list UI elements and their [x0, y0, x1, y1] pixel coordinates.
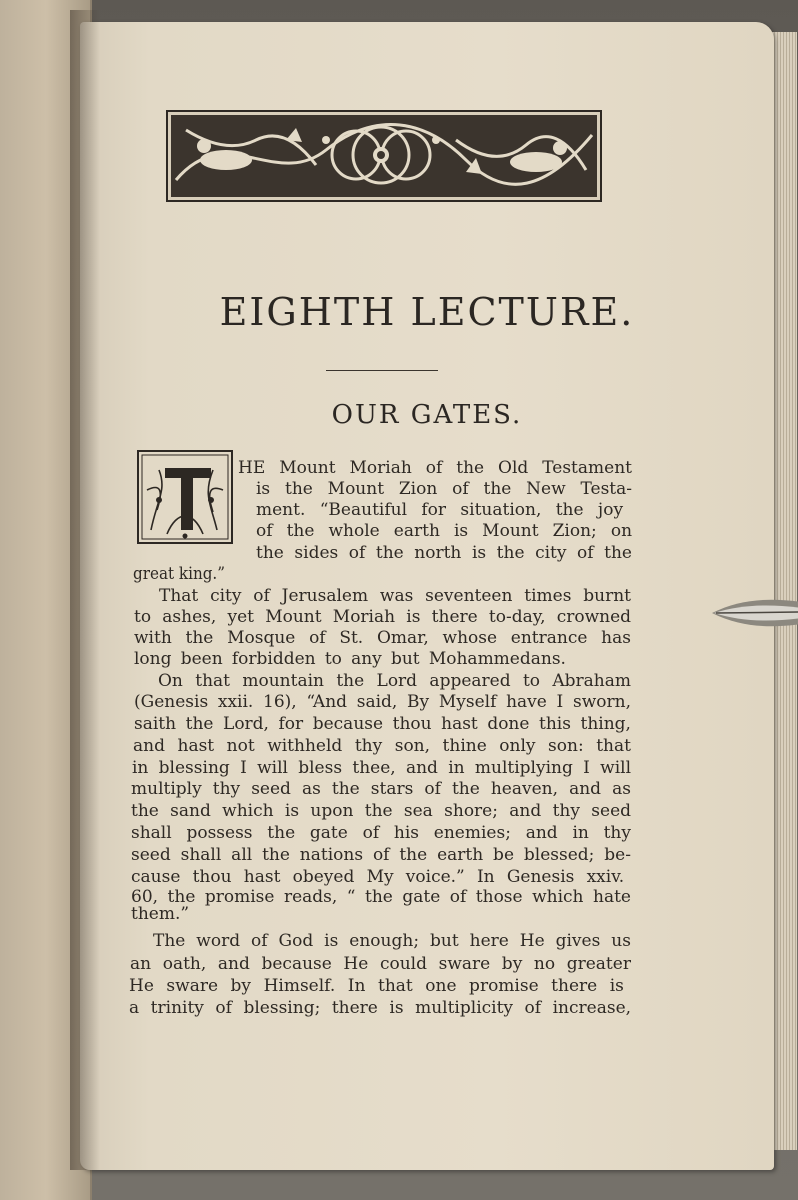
text-line: to ashes, yet Mount Moriah is there to-day, crowned [134, 607, 632, 627]
text-line: the sand which is upon the sea shore; and thy seed [131, 801, 632, 821]
text-line: ment. “Beautiful for situation, the joy [256, 500, 624, 520]
text-line: saith the Lord, for because thou hast done this thing, [134, 714, 631, 734]
text-line: and hast not withheld thy son, thine only son: that [133, 736, 631, 756]
decorative-headpiece [166, 110, 602, 202]
text-line: (Genesis xxii. 16), “And said, By Myself have I sworn, [134, 692, 631, 712]
text-line: On that mountain the Lord appeared to Abraham [158, 671, 632, 691]
text-line: in blessing I will bless thee, and in multiplying I will [132, 758, 632, 778]
title-rule [326, 370, 438, 371]
text-line: That city of Jerusalem was seventeen times burnt [159, 586, 631, 606]
text-line: cause thou hast obeyed My voice.” In Genesis xxiv. [131, 867, 625, 887]
bookmark-tab [712, 590, 798, 636]
text-line: long been forbidden to any but Mohammedans. [134, 649, 566, 669]
text-line: 60, the promise reads, “ the gate of those which hate [131, 887, 631, 907]
text-line: great king.” [133, 564, 226, 584]
text-line: them.” [131, 904, 190, 924]
text-line: shall possess the gate of his enemies; and in thy [131, 823, 631, 843]
text-line: He sware by Himself. In that one promise there is [129, 976, 624, 996]
text-line: the sides of the north is the city of the [256, 543, 632, 563]
text-line: multiply thy seed as the stars of the heaven, and as [131, 779, 631, 799]
text-line: a trinity of blessing; there is multiplicity of increase, [129, 998, 632, 1018]
text-line: seed shall all the nations of the earth be blessed; be- [131, 845, 631, 865]
gutter-shadow [70, 10, 100, 1170]
lecture-title: EIGHTH LECTURE. [219, 290, 635, 334]
text-line: an oath, and because He could sware by no greater [130, 954, 631, 974]
text-line: HE Mount Moriah of the Old Testament [238, 458, 632, 478]
text-line: with the Mosque of St. Omar, whose entrance has [134, 628, 631, 648]
drop-cap-t-ornament [137, 450, 233, 544]
text-line: is the Mount Zion of the New Testa- [256, 479, 633, 499]
text-line: The word of God is enough; but here He gives us [153, 931, 631, 951]
text-line: of the whole earth is Mount Zion; on [256, 521, 633, 541]
section-title: OUR GATES. [331, 400, 523, 430]
